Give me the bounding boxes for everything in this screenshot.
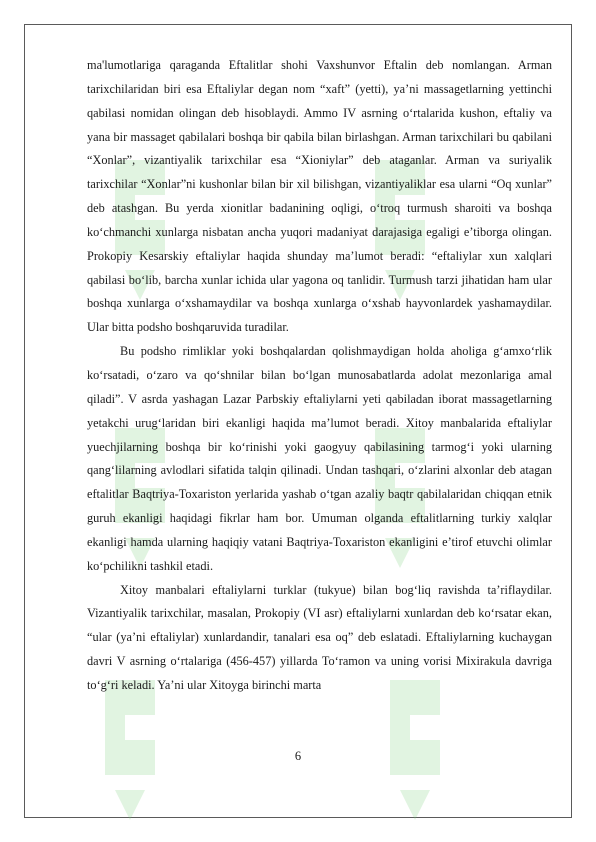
document-body [87,54,552,698]
paragraph-1: ma'lumotlariga qaraganda Eftalitlar shohi Vaxshunvor Eftalin deb nomlangan. Arman tarixchilaridan biri esa Eftaliylar degan nom “xaft” (yetti), ya’ni massagetlarning yettinchi qabilasi nomidan olingan deb hisoblaydi. Ammo IV asrning oʻrtalarida kushon, eftaliy va yana bir massaget qabilalari boshqa bir qabila bilan birlashgan. Arman tarixchilari bu qabilani “Xonlar”, vizantiyalik tarixchilar esa “Xioniylar” deb ataganlar. Arman va suriyalik tarixchilar “Xonlar”ni kushonlar bilan bir xil bilishgan, vizantiyaliklar esa ularni “Oq xunlar” deb atashgan. Bu yerda xionitlar badanining oqligi, oʻtroq turmush sharoiti va boshqa koʻchmanchi xunlarga nisbatan ancha yuqori madaniyat darajasiga egaligi e’tiborga olingan. Prokopiy Kesarskiy eftaliylar haqida shunday ma’lumot beradi: “eftaliylar xun xalqlari qabilasi boʻlib, barcha xunlar ichida ular yagona oq tanlidir. Turmush tarzi jihatidan ham ular boshqa xunlarga oʻxshamaydilar va boshqa xunlarga oʻxshab hayvonlardek yashamaydilar. Ular bitta podsho boshqaruvida turadilar. [87,58,552,335]
page-number: 6 [294,749,302,763]
paragraph-2: Bu podsho rimliklar yoki boshqalardan qolishmaydigan holda aholiga gʻamxoʻrlik koʻrsatadi, oʻzaro va qoʻshnilar bilan boʻlgan munosabatlarda adolat mezonlariga amal qiladi”. V asrda yashagan Lazar Parbskiy eftaliylarni yeti qabiladan iborat massagetlarning yetakchi urugʻlaridan biri ekanligi haqida ma’lumot beradi. Xitoy manbalarida eftaliylar yuechjilarning boshqa bir koʻrinishi yoki gaogyuy qabilasining tarmogʻi yoki ularning qangʻlilarning avlodlari sifatida talqin qilinadi. Undan tashqari, oʻzlarini alxonlar deb atagan eftalitlar Baqtriya-Toxariston yerlarida yashab oʻtgan azaliy baqtr qabilalaridan chiqqan etnik guruh ekanligi haqidagi fikrlar ham bor. Umuman olganda eftalitlarning turkiy xalqlar ekanligi hamda ularning haqiqiy vatani Baqtriya-Toxariston ekanligini e’tirof etuvchi olimlar koʻpchilikni tashkil etadi. [87,344,552,573]
paragraph-3: Xitoy manbalari eftaliylarni turklar (tukyue) bilan bogʻliq ravishda ta’riflaydilar. Vizantiyalik tarixchilar, masalan, Prokopiy (VI asr) eftaliylarni xunlardan deb koʻrsatar ekan, “ular (ya’ni eftaliylar) xunlardandir, tanalari esa oq” deb eslatadi. Eftaliylarning kuchaygan davri V asrning oʻrtalariga (456-457) yillarda Toʻramon va uning vorisi Mixirakula davriga toʻgʻri keladi. Ya’ni ular Xitoyga birinchi marta [87,582,552,692]
